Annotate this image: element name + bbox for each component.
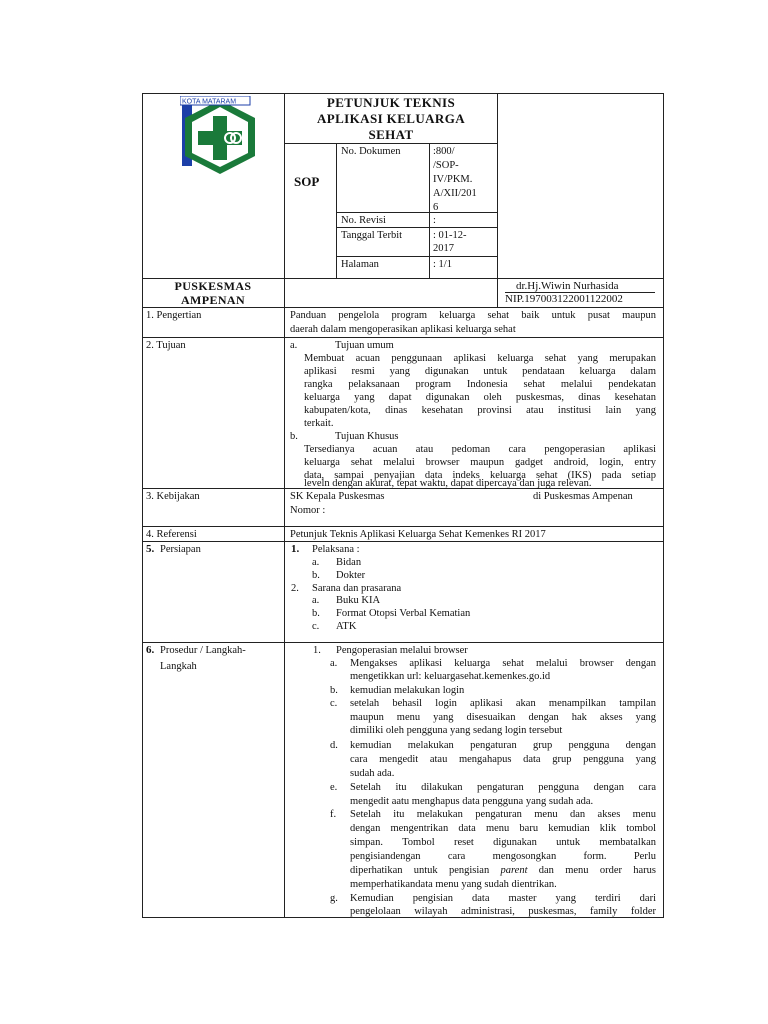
organization-name	[144, 279, 282, 307]
step-line: dengan mengentrikan data menu baru kemudian klik tombol	[350, 823, 656, 834]
step-line: kemudian melakukan login	[350, 685, 465, 696]
step-line: pengelolaan wilayah administrasi, puskesmas, family folder	[350, 906, 656, 917]
row-divider-terbit	[336, 227, 497, 228]
persiapan-g2-title: Sarana dan prasarana	[312, 583, 402, 594]
tujuan-a-line: kabupaten/kota, dinas kesehatan provinsi atau institusi lain yang	[304, 405, 656, 416]
header-divider-sop	[336, 143, 337, 278]
table-border-right	[663, 93, 664, 918]
step-text: dan menu order harus	[527, 865, 656, 876]
step-line: dimiliki oleh pengguna yang sedang login tersebut	[350, 725, 563, 736]
signer-top-line	[497, 278, 663, 279]
tujuan-b-title: Tujuan Khusus	[335, 431, 399, 442]
referensi-text: Petunjuk Teknis Aplikasi Keluarga Sehat Kemenkes RI 2017	[290, 529, 546, 540]
persiapan-g1-marker: 1.	[291, 543, 300, 555]
referensi-label: 4. Referensi	[146, 529, 197, 540]
header-divider-right	[497, 93, 498, 307]
column-divider	[284, 93, 285, 918]
row-divider-persiapan	[142, 541, 664, 542]
persiapan-g1-item-marker: a.	[312, 557, 320, 568]
step-line: simpan. Tombol reset digunakan untuk membatalkan	[350, 837, 656, 848]
step-marker: f.	[330, 809, 337, 820]
dokumen-label: No. Dokumen	[341, 146, 401, 157]
step-line: mengedit aatu menghapus data pengguna yang sudah ada.	[350, 796, 594, 807]
tujuan-a-line: rangka pelaksanaan program Indonesia sehat melalui pendekatan	[304, 379, 656, 390]
tujuan-a-line: keluarga yang dapat digunakan oleh puskesmas, dinas kesehatan	[304, 392, 656, 403]
tujuan-b-line: keluarga sehat melalui browser maupun gadget android, login, entry	[304, 457, 656, 468]
persiapan-g2-item-marker: b.	[312, 608, 320, 619]
halaman-label: Halaman	[341, 259, 379, 270]
dokumen-value	[433, 145, 477, 215]
persiapan-g1-item: Bidan	[336, 557, 362, 568]
tujuan-b-line: data, sampai penyajian data indeks keluarga sehat (IKS) pada setiap	[304, 470, 656, 481]
tujuan-a-line: Membuat acuan penggunaan aplikasi keluarga sehat yang merupakan	[304, 353, 656, 364]
persiapan-g1-title: Pelaksana :	[312, 544, 360, 555]
signer-underline	[505, 292, 655, 293]
step-marker: c.	[330, 698, 338, 709]
persiapan-g1-item-marker: b.	[312, 570, 320, 581]
prosedur-label-line: Langkah	[160, 661, 197, 672]
tujuan-a-title: Tujuan umum	[335, 340, 394, 351]
org-line: PUSKESMAS	[174, 279, 252, 293]
step-line-with-emphasis	[350, 864, 656, 877]
persiapan-g2-item-marker: c.	[312, 621, 320, 632]
persiapan-g1-item: Dokter	[336, 570, 366, 581]
tujuan-b-line: Tersedianya acuan atau pedoman cara pengoperasian aplikasi	[304, 444, 656, 455]
persiapan-g2-item: Format Otopsi Verbal Kematian	[336, 608, 471, 619]
table-border-top	[142, 93, 664, 94]
kebijakan-label: 3. Kebijakan	[146, 491, 200, 502]
header-divider-value	[429, 143, 430, 278]
persiapan-g2-marker: 2.	[291, 583, 299, 594]
kebijakan-left: SK Kepala Puskesmas	[290, 491, 385, 502]
row-divider-referensi	[142, 526, 664, 527]
signer-name: dr.Hj.Wiwin Nurhasida	[516, 280, 619, 292]
title-line: PETUNJUK TEKNIS	[326, 95, 456, 110]
tujuan-label: 2. Tujuan	[146, 340, 186, 351]
logo-text: KOTA MATARAM	[182, 98, 237, 106]
kebijakan-nomor: Nomor :	[290, 505, 326, 516]
puskesmas-logo-icon	[180, 96, 260, 176]
prosedur-item-title: Pengoperasian melalui browser	[336, 645, 468, 656]
header-bottom	[142, 307, 664, 308]
kebijakan-right: di Puskesmas Ampenan	[533, 491, 633, 502]
step-line: cara mengedit atau mengahapus data grup pengguna yang	[350, 754, 656, 765]
tujuan-b-line: leveln dengan akurat, tepat waktu, dapat dipercaya dan juga relevan.	[304, 478, 592, 489]
persiapan-g2-item: Buku KIA	[336, 595, 381, 606]
step-line: Setelah itu melakukan pengaturan menu dan akses menu	[350, 809, 656, 820]
terbit-value	[433, 229, 467, 255]
step-line: setelah behasil login aplikasi akan menampilkan tampilan	[350, 698, 656, 709]
step-line: pengisiandengan cara mengosongkan form. Perlu	[350, 851, 656, 862]
dokumen-value-line: A/XII/201	[433, 188, 477, 199]
step-emphasis: parent	[500, 865, 528, 876]
revisi-value: :	[433, 215, 436, 226]
dokumen-value-line: 6	[433, 202, 439, 213]
pengertian-line: Panduan pengelola program keluarga sehat baik untuk pusat maupun	[290, 310, 656, 321]
dokumen-value-line: IV/PKM.	[433, 174, 473, 185]
step-marker: a.	[330, 658, 338, 669]
step-text: diperhatikan untuk pengisian	[350, 865, 501, 876]
prosedur-item-marker: 1.	[313, 645, 321, 656]
table-border-left	[142, 93, 143, 918]
step-marker: g.	[330, 893, 338, 904]
step-line: Setelah itu dilakukan pengaturan pengguna dengan cara	[350, 782, 656, 793]
persiapan-g2-item-marker: a.	[312, 595, 320, 606]
row-divider-prosedur	[142, 642, 664, 643]
pengertian-label: 1. Pengertian	[146, 310, 202, 321]
dokumen-value-line: :800/	[433, 146, 455, 157]
org-line: AMPENAN	[180, 293, 246, 307]
step-line: kemudian melakukan pengaturan grup pengguna dengan	[350, 740, 656, 751]
kota-mataram-logo	[180, 96, 260, 176]
row-divider-tujuan	[142, 337, 664, 338]
revisi-label: No. Revisi	[341, 215, 386, 226]
step-line: maupun menu yang disesuaikan dengan hak akses yang	[350, 712, 656, 723]
title-line: APLIKASI KELUARGA	[316, 111, 466, 126]
tujuan-a-marker: a.	[290, 340, 298, 351]
sop-label: SOP	[294, 174, 320, 189]
row-divider-halaman	[336, 256, 497, 257]
header-title-bottom	[284, 143, 497, 144]
step-line: mengetikkan url: keluargasehat.kemenkes.go.id	[350, 671, 551, 682]
document-title	[286, 95, 496, 143]
step-line: memperhatikandata menu yang sudah dientrikan.	[350, 879, 557, 890]
step-marker: b.	[330, 685, 338, 696]
terbit-value-line: 2017	[433, 243, 454, 254]
title-line: SEHAT	[368, 127, 414, 142]
signer-nip: NIP.197003122001122002	[505, 293, 623, 305]
persiapan-label: Persiapan	[160, 544, 201, 555]
tujuan-b-marker: b.	[290, 431, 298, 442]
prosedur-num: 6.	[146, 644, 155, 656]
prosedur-label-line: Prosedur / Langkah-	[160, 645, 246, 656]
step-marker: d.	[330, 740, 338, 751]
persiapan-g2-item: ATK	[336, 621, 357, 632]
tujuan-a-line: aplikasi resmi yang digunakan untuk pendataan keluarga dalam	[304, 366, 656, 377]
step-line: sudah ada.	[350, 768, 395, 779]
step-marker: e.	[330, 782, 338, 793]
pengertian-line: daerah dalam mengoperasikan aplikasi keluarga sehat	[290, 324, 516, 335]
step-line: Kemudian pengisian data master yang terdiri dari	[350, 893, 656, 904]
halaman-value: : 1/1	[433, 259, 452, 270]
step-line: Mengakses aplikasi keluarga sehat melalui browser dengan	[350, 658, 656, 669]
dokumen-value-line: /SOP-	[433, 160, 459, 171]
persiapan-num: 5.	[146, 543, 155, 555]
terbit-label: Tanggal Terbit	[341, 230, 403, 241]
tujuan-a-line: terkait.	[304, 418, 334, 429]
terbit-value-line: : 01-12-	[433, 230, 467, 241]
